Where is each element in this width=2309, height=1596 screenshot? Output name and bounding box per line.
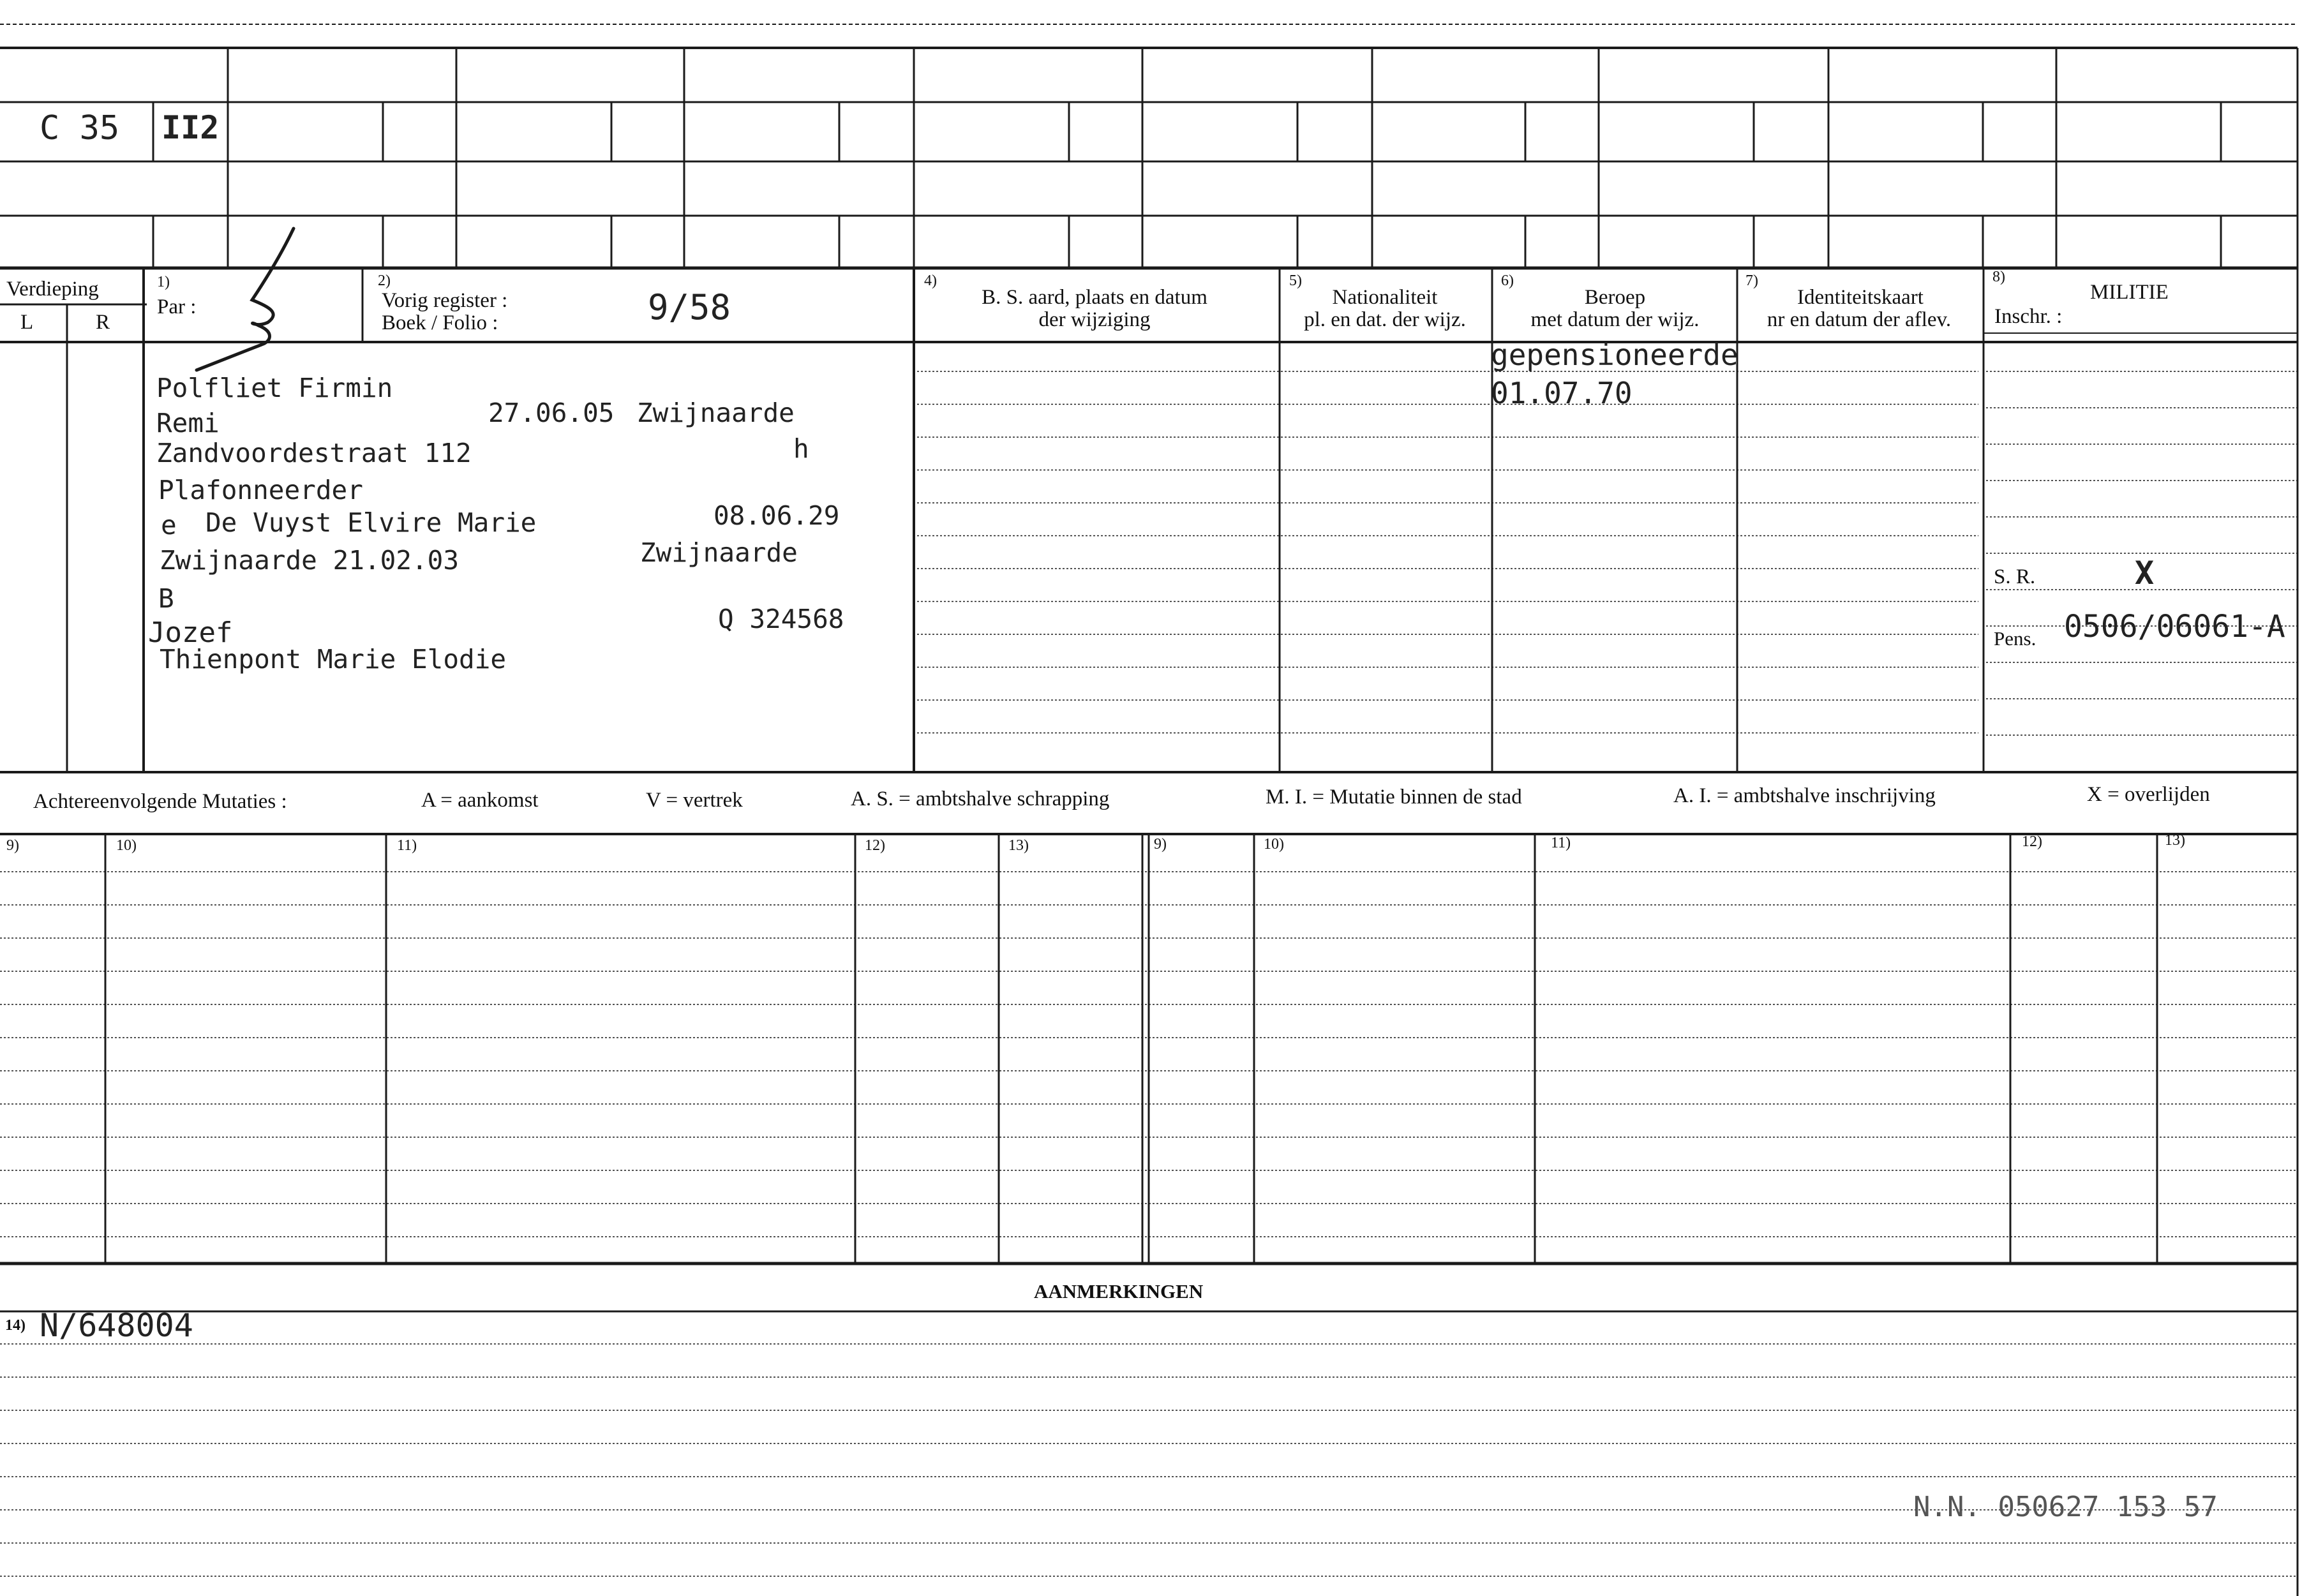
- col-l-header: L: [20, 311, 34, 334]
- vorig-number: 2): [378, 272, 391, 289]
- spouse-birth: Zwijnaarde 21.02.03: [160, 545, 459, 576]
- remarks-entry: N/648004: [40, 1307, 193, 1344]
- mutation-col-label: 12): [2022, 833, 2042, 850]
- person-surname: Polfliet Firmin: [156, 373, 393, 403]
- mutation-col-label: 11): [1551, 835, 1571, 851]
- beroep-entry: 01.07.70: [1491, 376, 1633, 410]
- spouse-prefix: e: [161, 510, 177, 541]
- mutation-legend-item: A. I. = ambtshalve inschrijving: [1673, 784, 1936, 807]
- bs-number: 4): [924, 272, 937, 289]
- mutation-col-label: 11): [397, 837, 417, 854]
- id-header-line2: nr en datum der aflev.: [1767, 308, 1952, 331]
- sr-value: X: [2135, 555, 2155, 592]
- mutation-col-label: 10): [116, 837, 137, 854]
- beroep-entry: gepensioneerde: [1491, 338, 1738, 372]
- mutation-col-label: 13): [2165, 832, 2185, 849]
- bs-header-line2: der wijziging: [1038, 308, 1151, 331]
- vorig-register-label: Vorig register :: [382, 289, 508, 312]
- par-number: 1): [157, 274, 170, 290]
- mutation-col-label: 9): [1154, 836, 1167, 853]
- pens-value: 0506/06061-A: [2064, 609, 2285, 645]
- militie-number: 8): [1992, 269, 2005, 285]
- card-code-box: II2: [161, 109, 220, 146]
- verdieping-header: Verdieping: [6, 278, 99, 301]
- handwritten-mark: [197, 228, 294, 370]
- remarks-title: AANMERKINGEN: [1034, 1280, 1204, 1302]
- q-number: Q 324568: [718, 604, 844, 634]
- person-address: Zandvoordestraat 112: [156, 438, 472, 468]
- mutation-col-label: 13): [1008, 837, 1029, 854]
- mutation-legend-item: A = aankomst: [421, 789, 539, 812]
- nat-header-line2: pl. en dat. der wijz.: [1304, 308, 1466, 331]
- person-name2: Remi: [156, 408, 220, 438]
- boek-folio-value: 9/58: [648, 287, 731, 327]
- person-h-mark: h: [793, 433, 809, 464]
- par-label: Par :: [157, 295, 197, 318]
- spouse-date: 08.06.29: [714, 500, 840, 531]
- nat-number: 5): [1289, 272, 1302, 289]
- col-r-header: R: [96, 311, 110, 334]
- card-code-left: C 35: [40, 109, 120, 147]
- sr-label: S. R.: [1994, 565, 2036, 588]
- boek-folio-label: Boek / Folio :: [382, 311, 498, 334]
- beroep-header-line2: met datum der wijz.: [1530, 308, 1700, 331]
- id-number: 7): [1745, 272, 1758, 289]
- mutation-legend-item: V = vertrek: [646, 789, 743, 812]
- mutation-col-label: 10): [1264, 836, 1284, 853]
- mutation-col-label: 12): [865, 837, 885, 854]
- mutation-legend-item: A. S. = ambtshalve schrapping: [851, 787, 1110, 810]
- person-profession: Plafonneerder: [158, 475, 363, 505]
- mutation-legend-item: X = overlijden: [2087, 783, 2210, 806]
- militie-header: MILITIE: [2090, 281, 2169, 304]
- nat-header-line1: Nationaliteit: [1332, 286, 1438, 309]
- beroep-number: 6): [1501, 272, 1514, 289]
- mutation-legend-item: M. I. = Mutatie binnen de stad: [1266, 786, 1522, 809]
- remarks-footer: N.N. 050627 153 57: [1913, 1491, 2218, 1523]
- person-birth-place: Zwijnaarde: [637, 398, 795, 428]
- mother-name: Thienpont Marie Elodie: [160, 644, 507, 675]
- b-mark: B: [158, 583, 174, 614]
- inschr-label: Inschr. :: [1994, 305, 2063, 328]
- pens-label: Pens.: [1994, 627, 2036, 650]
- person-birth-date: 27.06.05: [488, 398, 615, 428]
- id-header-line1: Identiteitskaart: [1797, 286, 1924, 309]
- mutation-col-label: 9): [6, 837, 19, 854]
- spouse-name: De Vuyst Elvire Marie: [205, 507, 537, 538]
- spouse-birth-place: Zwijnaarde: [640, 537, 798, 568]
- remarks-number: 14): [5, 1317, 26, 1334]
- mutations-title: Achtereenvolgende Mutaties :: [33, 790, 287, 813]
- beroep-header-line1: Beroep: [1584, 286, 1646, 309]
- father-name: Jozef: [148, 616, 233, 649]
- bs-header-line1: B. S. aard, plaats en datum: [982, 286, 1207, 309]
